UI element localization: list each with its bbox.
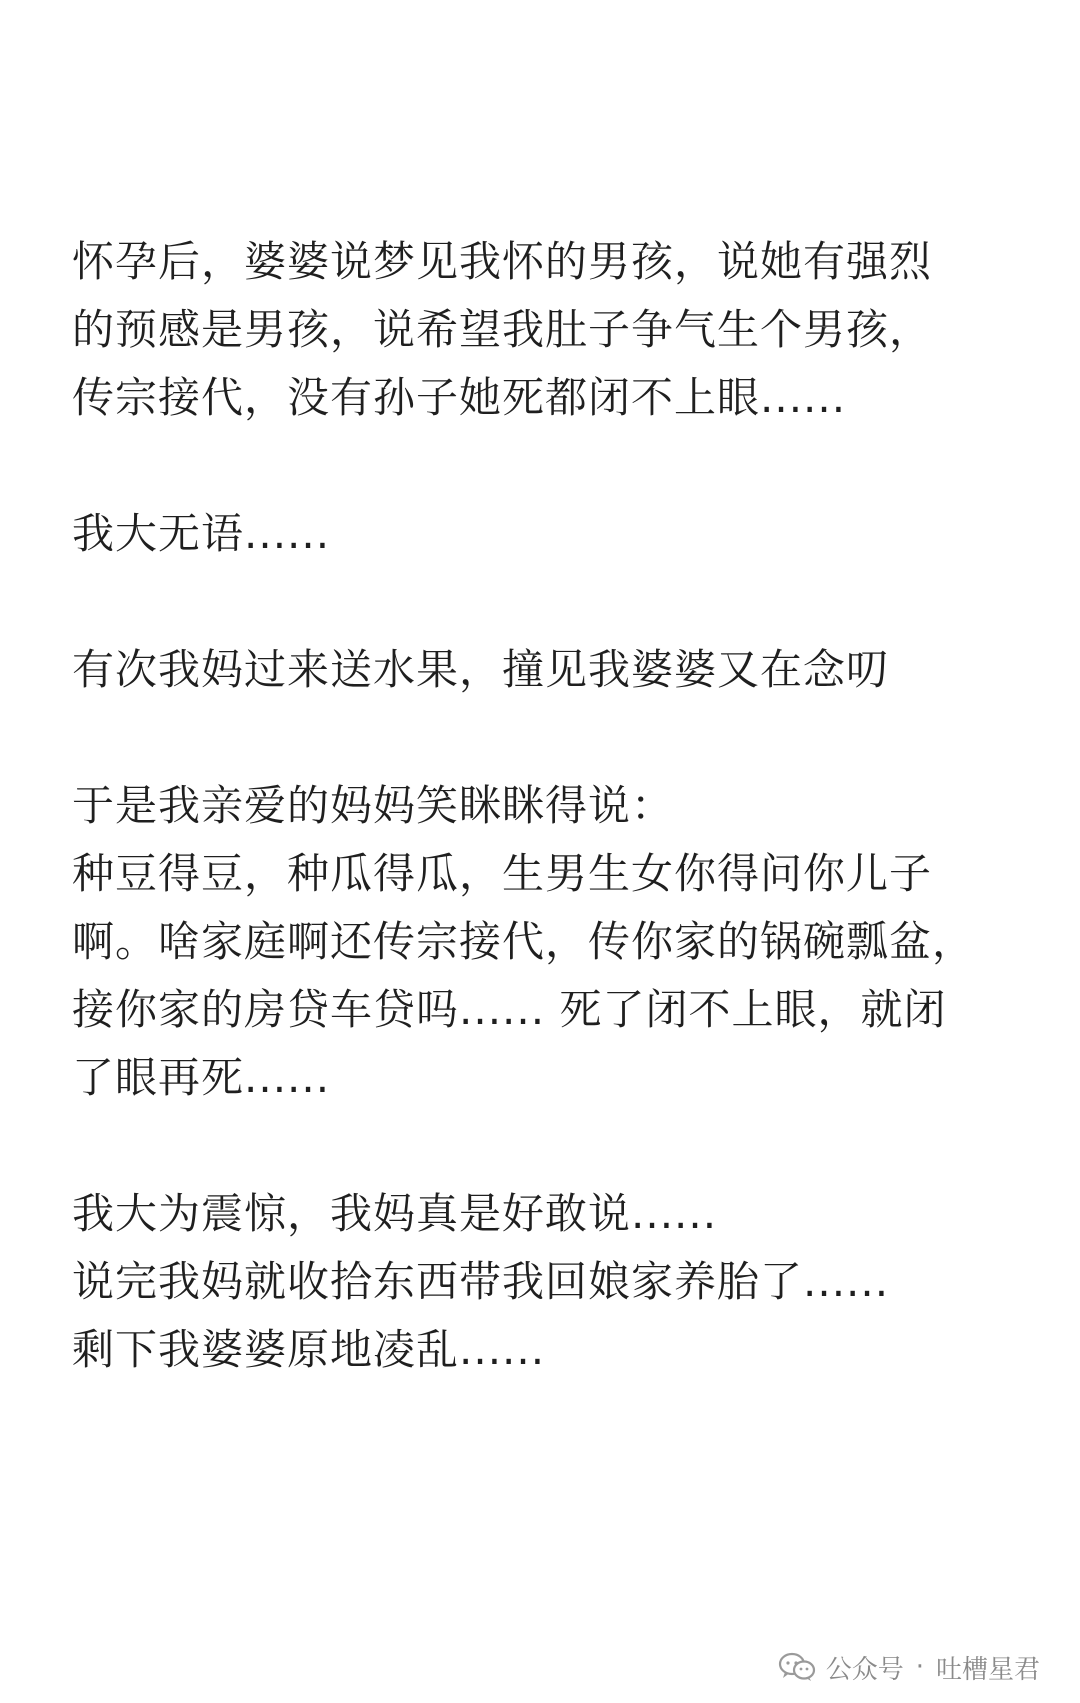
text-line: 剩下我婆婆原地凌乱...... [72,1325,546,1374]
text-line: 有次我妈过来送水果，撞见我婆婆又在念叨 [72,645,890,694]
text-line: 了眼再死...... [72,1053,331,1102]
paragraph-5 [72,1180,1012,1384]
text-line: 啊。啥家庭啊还传宗接代，传你家的锅碗瓢盆， [72,917,976,966]
source-watermark [778,1650,1040,1684]
paragraph-3 [72,636,1012,704]
paragraph-1 [72,228,1012,432]
text-line: 于是我亲爱的妈妈笑眯眯得说： [72,781,675,830]
paragraph-2 [72,500,1012,568]
text-line: 传宗接代，没有孙子她死都闭不上眼...... [72,373,847,422]
paragraph-gap [72,432,1012,500]
text-line: 我大无语...... [72,509,331,558]
article-body [72,228,1012,1384]
paragraph-gap [72,704,1012,772]
separator: · [915,1652,924,1682]
account-name: 吐槽星君 [935,1654,1040,1685]
paragraph-gap [72,1112,1012,1180]
source-label: 公众号 [825,1654,904,1685]
text-line: 种豆得豆，种瓜得瓜，生男生女你得问你儿子 [72,849,933,898]
paragraph-4 [72,772,1012,1112]
text-line: 的预感是男孩，说希望我肚子争气生个男孩， [72,305,933,354]
text-line: 我大为震惊，我妈真是好敢说...... [72,1189,718,1238]
text-line: 怀孕后，婆婆说梦见我怀的男孩，说她有强烈 [72,237,933,286]
text-line: 接你家的房贷车贷吗...... 死了闭不上眼，就闭 [72,985,947,1034]
paragraph-gap [72,568,1012,636]
text-line: 说完我妈就收拾东西带我回娘家养胎了...... [72,1257,890,1306]
wechat-icon [778,1652,816,1682]
